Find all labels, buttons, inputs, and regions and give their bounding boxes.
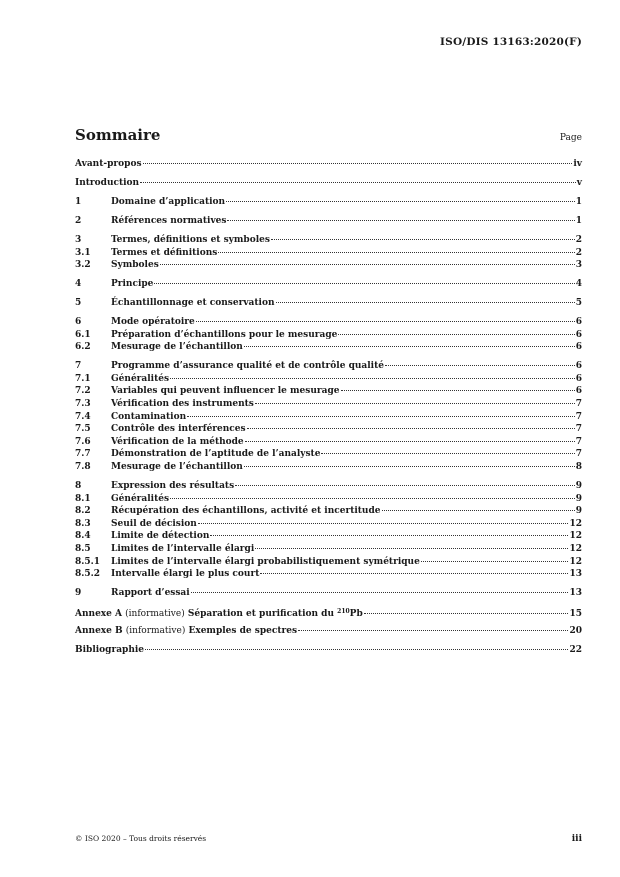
toc-entry[interactable]: [75, 177, 582, 190]
toc-entry-title: Programme d’assurance qualité et de contrôle qualité: [111, 361, 384, 372]
toc-entry-number: 7.4: [75, 411, 91, 422]
toc-annex-title: [75, 606, 363, 621]
toc-entry[interactable]: [75, 316, 582, 329]
dot-leader: [321, 453, 574, 454]
toc-entry-title: Bibliographie: [75, 645, 145, 656]
toc-entry-number: 3.1: [75, 247, 91, 258]
toc-entry-page: 9: [575, 506, 582, 517]
toc-entry-title: Expression des résultats: [111, 480, 235, 491]
dot-leader: [170, 498, 575, 499]
dot-leader: [198, 523, 569, 524]
toc-entry-number: 7.8: [75, 462, 91, 472]
toc-entry[interactable]: [75, 297, 582, 310]
toc-entry-title: Termes et définitions: [111, 247, 218, 258]
toc-entry-title: Vérification des instruments: [111, 399, 254, 410]
toc-entry-page: 1: [575, 196, 582, 207]
dot-leader: [255, 403, 575, 404]
dot-leader: [255, 548, 568, 549]
toc-entry-page: 2: [575, 234, 582, 245]
toc-entry-number: 2: [75, 215, 82, 226]
dot-leader: [244, 466, 575, 467]
dot-leader: [385, 365, 575, 366]
toc-entry[interactable]: [75, 505, 582, 518]
toc-entry-title: Mesurage de l’échantillon: [111, 342, 243, 353]
toc-entry-number: 6.1: [75, 329, 91, 340]
toc-entry-page: 9: [575, 493, 582, 504]
toc-entry-page: 12: [569, 531, 582, 542]
dot-leader: [196, 321, 575, 322]
toc-entry-page: 13: [569, 588, 582, 599]
toc-entry[interactable]: [75, 411, 582, 424]
annex-title-suffix: Pb: [349, 609, 363, 620]
toc-entry-page: 13: [569, 569, 582, 580]
dot-leader: [143, 163, 573, 164]
toc-entry-number: 3: [75, 234, 82, 245]
toc-entry-page: 6: [575, 317, 582, 328]
toc-entry[interactable]: [75, 461, 582, 474]
page-footer: [75, 834, 582, 846]
toc-entry-page: 5: [575, 298, 582, 309]
toc-entry-title: Limite de détection: [111, 531, 210, 542]
toc-entry-title: Seuil de décision: [111, 518, 197, 529]
toc-entry[interactable]: [75, 234, 582, 247]
toc-entry-page: 6: [575, 373, 582, 384]
toc-entry-title: Contamination: [111, 411, 187, 422]
dot-leader: [244, 346, 575, 347]
toc-page-column-label: Page: [559, 133, 582, 143]
dot-leader: [421, 561, 569, 562]
dot-leader: [154, 283, 574, 284]
toc-bibliography-entry[interactable]: [75, 644, 582, 657]
toc-entry-number: 9: [75, 588, 82, 599]
toc-entry[interactable]: [75, 360, 582, 373]
dot-leader: [338, 334, 574, 335]
dot-leader: [170, 378, 575, 379]
toc-entry[interactable]: [75, 373, 582, 386]
toc-entry-page: 12: [569, 543, 582, 554]
toc-entry-number: 7.1: [75, 373, 91, 384]
toc-entry[interactable]: [75, 543, 582, 556]
annex-title-text: Exemples de spectres: [188, 626, 298, 637]
dot-leader: [160, 264, 575, 265]
toc-entry-page: v: [576, 177, 582, 188]
toc-entry[interactable]: [75, 398, 582, 411]
toc-entry[interactable]: [75, 259, 582, 272]
toc-entry[interactable]: [75, 436, 582, 449]
toc-entry-title: Préparation d’échantillons pour le mesurage: [111, 329, 338, 340]
toc-entry-page: 7: [575, 424, 582, 435]
toc-entry-title: Avant-propos: [75, 159, 142, 169]
dot-leader: [271, 239, 575, 240]
toc-entry-page: 22: [569, 645, 582, 656]
toc-entry-number: 8.4: [75, 531, 91, 542]
toc-entry-number: 6.2: [75, 342, 91, 353]
toc-entry-page: 6: [575, 342, 582, 353]
toc-entry-title: Variables qui peuvent influencer le mesurage: [111, 386, 340, 397]
toc-annex-entry[interactable]: [75, 606, 582, 619]
toc-entry[interactable]: [75, 385, 582, 398]
toc-entry-number: 8.2: [75, 506, 91, 517]
toc-entry[interactable]: [75, 247, 582, 260]
toc-entry-number: 1: [75, 196, 82, 207]
toc-entry[interactable]: [75, 278, 582, 291]
document-id: ISO/DIS 13163:2020(F): [440, 36, 582, 48]
dot-leader: [341, 390, 575, 391]
toc-entry-title: Rapport d’essai: [111, 588, 190, 599]
toc-entry-page: iv: [573, 159, 582, 169]
toc-entry-title: Généralités: [111, 373, 170, 384]
toc-entry-title: Limites de l’intervalle élargi: [111, 543, 255, 554]
toc-entry-number: 8.5.2: [75, 569, 101, 580]
toc-entry-number: 6: [75, 317, 82, 328]
toc-entry-title: Symboles: [111, 260, 159, 271]
toc-entry-title: Principe: [111, 279, 154, 290]
annex-title-superscript: 210: [337, 608, 350, 616]
annex-title-text: Séparation et purification du: [187, 609, 338, 620]
dot-leader: [260, 573, 568, 574]
toc-entry-page: 3: [575, 260, 582, 271]
toc-entry-page: 2: [575, 247, 582, 258]
toc-entry-page: 6: [575, 386, 582, 397]
toc-entry-page: 8: [575, 462, 582, 472]
toc-header: [75, 124, 582, 144]
toc-list: [75, 158, 582, 657]
toc-entry-page: 6: [575, 329, 582, 340]
dot-leader: [235, 485, 575, 486]
toc-entry[interactable]: [75, 158, 582, 171]
toc-entry[interactable]: [75, 341, 582, 354]
toc-entry-number: 3.2: [75, 260, 91, 271]
page-number: iii: [571, 834, 582, 844]
toc-entry[interactable]: [75, 329, 582, 342]
toc-entry[interactable]: [75, 493, 582, 506]
toc-entry-page: 4: [575, 279, 582, 290]
dot-leader: [191, 592, 569, 593]
toc-entry-title: Intervalle élargi le plus court: [111, 569, 260, 580]
toc-entry-title: Mesurage de l’échantillon: [111, 462, 243, 472]
toc-entry-page: 7: [575, 399, 582, 410]
dot-leader: [226, 201, 575, 202]
toc-entry-number: 4: [75, 279, 82, 290]
toc-entry-title: Récupération des échantillons, activité et incertitude: [111, 506, 381, 517]
dot-leader: [145, 649, 568, 650]
toc-entry[interactable]: [75, 215, 582, 228]
toc-entry-number: 7.7: [75, 449, 91, 460]
toc-annex-entry[interactable]: [75, 625, 582, 638]
toc-entry-page: 12: [569, 556, 582, 567]
toc-entry-title: Références normatives: [111, 215, 227, 226]
toc-entry-number: 7.5: [75, 424, 91, 435]
annex-label: Annexe A: [75, 609, 123, 620]
toc-entry[interactable]: [75, 480, 582, 493]
toc-entry-title: Termes, définitions et symboles: [111, 234, 270, 245]
toc-entry[interactable]: [75, 448, 582, 461]
dot-leader: [245, 441, 575, 442]
toc-entry-page: 7: [575, 449, 582, 460]
toc-entry-page: 7: [575, 411, 582, 422]
toc-annex-title: [75, 625, 297, 638]
dot-leader: [140, 182, 576, 183]
toc-entry-title: Introduction: [75, 177, 140, 188]
toc-entry-number: 7.2: [75, 386, 91, 397]
toc-entry-title: Généralités: [111, 493, 170, 504]
dot-leader: [187, 416, 575, 417]
dot-leader: [218, 252, 574, 253]
toc-entry-number: 7.6: [75, 436, 91, 447]
annex-label: Annexe B: [75, 626, 123, 637]
toc-entry-number: 8.5: [75, 543, 91, 554]
toc-entry[interactable]: [75, 568, 582, 581]
dot-leader: [227, 220, 574, 221]
toc-entry-page: 15: [569, 609, 582, 620]
toc-entry[interactable]: [75, 530, 582, 543]
toc-entry-title: Limites de l’intervalle élargi probabilistiquement symétrique: [111, 556, 420, 567]
dot-leader: [210, 535, 568, 536]
toc-entry-number: 8.5.1: [75, 556, 101, 567]
toc-entry[interactable]: [75, 196, 582, 209]
toc-entry-title: Vérification de la méthode: [111, 436, 244, 447]
toc-entry[interactable]: [75, 423, 582, 436]
annex-qualifier: (informative): [125, 609, 185, 620]
toc-entry-number: 8.3: [75, 518, 91, 529]
dot-leader: [364, 613, 569, 614]
toc-entry[interactable]: [75, 556, 582, 569]
toc-entry-page: 6: [575, 361, 582, 372]
toc-entry-page: 1: [575, 215, 582, 226]
toc-entry[interactable]: [75, 518, 582, 531]
toc-entry-title: Démonstration de l’aptitude de l’analyste: [111, 449, 321, 460]
toc-entry-title: Contrôle des interférences: [111, 424, 246, 435]
dot-leader: [276, 302, 575, 303]
toc-entry-title: Mode opératoire: [111, 317, 195, 328]
toc-title: Sommaire: [75, 126, 161, 144]
toc-entry[interactable]: [75, 587, 582, 600]
toc-entry-page: 7: [575, 436, 582, 447]
toc-entry-number: 7: [75, 361, 82, 372]
dot-leader: [298, 630, 568, 631]
toc-entry-page: 20: [569, 626, 582, 637]
toc-entry-number: 5: [75, 298, 82, 309]
toc-entry-title: Échantillonnage et conservation: [111, 298, 275, 309]
toc-entry-title: Domaine d’application: [111, 196, 226, 207]
copyright-notice: © ISO 2020 – Tous droits réservés: [75, 834, 207, 843]
toc-entry-number: 7.3: [75, 399, 91, 410]
dot-leader: [382, 510, 575, 511]
toc-entry-number: 8.1: [75, 493, 91, 504]
dot-leader: [247, 428, 575, 429]
annex-qualifier: (informative): [125, 626, 186, 637]
toc-entry-number: 8: [75, 480, 82, 491]
toc-entry-page: 9: [575, 480, 582, 491]
toc-entry-page: 12: [569, 518, 582, 529]
